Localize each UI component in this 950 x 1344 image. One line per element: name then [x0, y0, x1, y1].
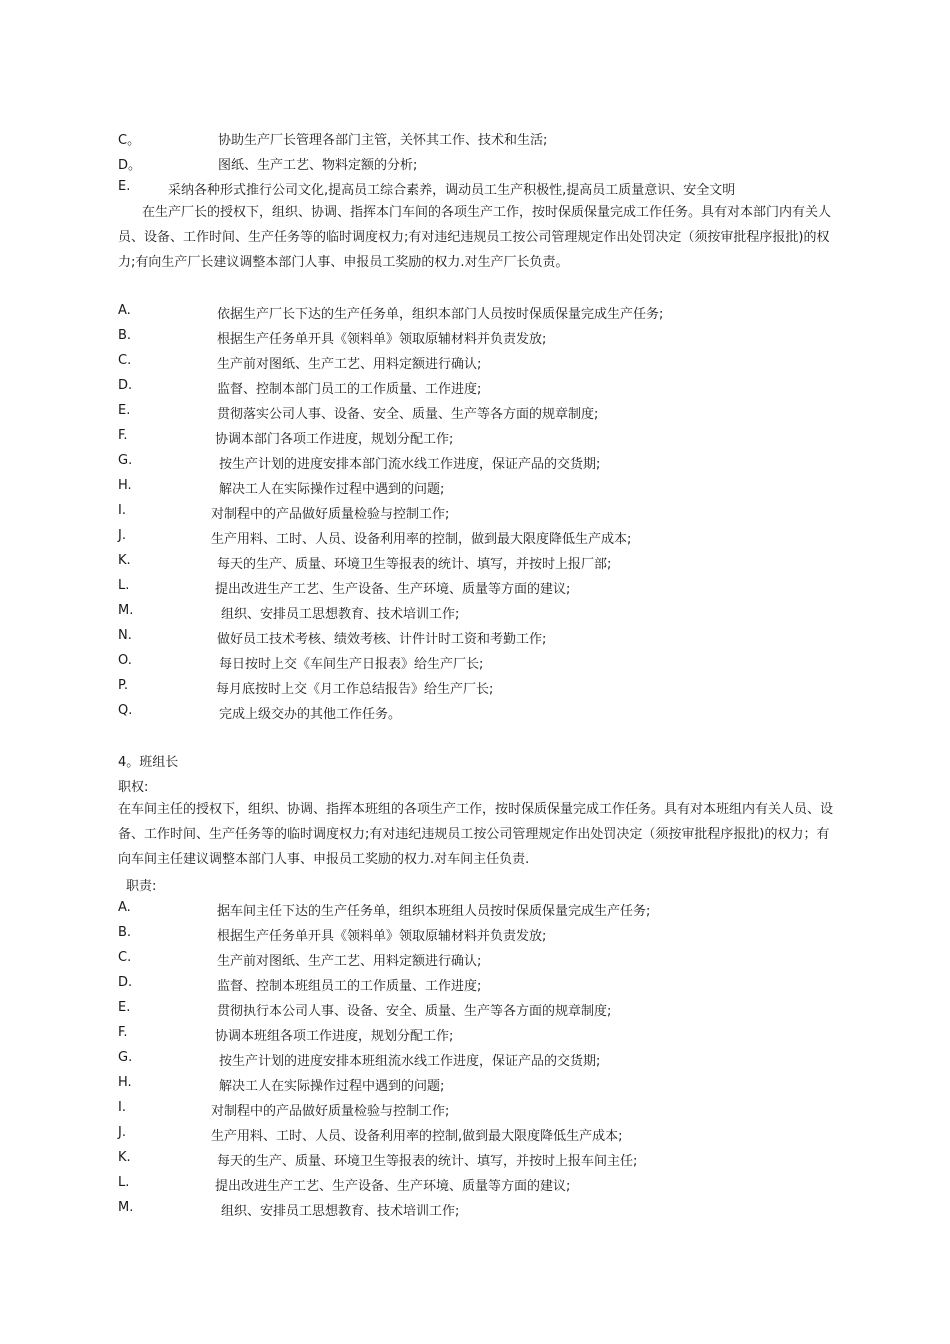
- item-text: 生产前对图纸、生产工艺、用料定额进行确认;: [217, 357, 482, 372]
- item-text: 协调本班组各项工作进度，规划分配工作;: [215, 1029, 454, 1044]
- item-text: 做好员工技术考核、绩效考核、计件计时工资和考勤工作;: [217, 632, 547, 647]
- authority-heading: 职权:: [118, 780, 149, 795]
- item-label: H.: [118, 478, 132, 493]
- item-label: E.: [118, 1000, 131, 1015]
- item-text: 根据生产任务单开具《领料单》领取原辅材料并负责发放;: [217, 332, 547, 347]
- item-label: B.: [118, 328, 132, 343]
- item-label: F.: [118, 428, 128, 443]
- item-label: K.: [118, 1150, 131, 1165]
- item-text: 贯彻落实公司人事、设备、安全、质量、生产等各方面的规章制度;: [217, 407, 599, 422]
- item-text: 贯彻执行本公司人事、设备、安全、质量、生产等各方面的规章制度;: [217, 1004, 612, 1019]
- item-label: A.: [118, 303, 131, 318]
- item-label: C.: [118, 950, 132, 965]
- item-label: K.: [118, 553, 131, 568]
- item-text: 提出改进生产工艺、生产设备、生产环境、质量等方面的建议;: [215, 1179, 571, 1194]
- item-text: 提出改进生产工艺、生产设备、生产环境、质量等方面的建议;: [215, 582, 571, 597]
- item-label: O.: [118, 653, 132, 668]
- item-text: 组织、安排员工思想教育、技术培训工作;: [221, 1204, 460, 1219]
- item-label: M.: [118, 1200, 134, 1215]
- item-text: 解决工人在实际操作过程中遇到的问题;: [219, 1079, 445, 1094]
- item-text: 协助生产厂长管理各部门主管，关怀其工作、技术和生活;: [218, 133, 548, 148]
- item-label: G.: [118, 1050, 133, 1065]
- item-text: 按生产计划的进度安排本部门流水线工作进度，保证产品的交货期;: [219, 457, 601, 472]
- item-label: B.: [118, 925, 132, 940]
- item-label: Q.: [118, 703, 133, 718]
- item-label: J.: [118, 528, 126, 543]
- item-label: A.: [118, 900, 131, 915]
- duties-heading: 职责:: [126, 879, 157, 894]
- item-label: F.: [118, 1025, 128, 1040]
- item-text: 采纳各种形式推行公司文化,提高员工综合素养，调动员工生产积极性,提高员工质量意识、安全文明: [168, 183, 736, 198]
- item-text: 按生产计划的进度安排本班组流水线工作进度，保证产品的交货期;: [219, 1054, 601, 1069]
- item-label: I.: [118, 503, 126, 518]
- item-label: D。: [118, 158, 142, 173]
- item-label: L.: [118, 578, 130, 593]
- item-label: E.: [118, 403, 131, 418]
- item-label: L.: [118, 1175, 130, 1190]
- item-text: 每日按时上交《车间生产日报表》给生产厂长;: [219, 657, 484, 672]
- authority-paragraph: 在生产厂长的授权下，组织、协调、指挥本门车间的各项生产工作，按时保质保量完成工作任务。具有对本部门内有关人员、设备、工作时间、生产任务等的临时调度权力;有对违纪违规员工按公司管理规定作出处罚决定（须按审批程序报批)的权力;有向生产厂长建议调整本部门人事、申报员工奖励的权力.对生产厂长负责。: [118, 205, 832, 270]
- item-label: H.: [118, 1075, 132, 1090]
- item-label: G.: [118, 453, 133, 468]
- item-label: P.: [118, 678, 128, 693]
- item-text: 根据生产任务单开具《领料单》领取原辅材料并负责发放;: [217, 929, 547, 944]
- item-text: 生产用料、工时、人员、设备利用率的控制,做到最大限度降低生产成本;: [211, 1129, 623, 1144]
- item-text: 生产用料、工时、人员、设备利用率的控制，做到最大限度降低生产成本;: [211, 532, 632, 547]
- item-text: 依据生产厂长下达的生产任务单，组织本部门人员按时保质保量完成生产任务;: [217, 307, 664, 322]
- item-text: 协调本部门各项工作进度，规划分配工作;: [215, 432, 454, 447]
- item-text: 据车间主任下达的生产任务单，组织本班组人员按时保质保量完成生产任务;: [217, 904, 651, 919]
- item-label: N.: [118, 628, 132, 643]
- item-label: E.: [118, 179, 131, 194]
- item-text: 监督、控制本部门员工的工作质量、工作进度;: [217, 382, 482, 397]
- item-text: 图纸、生产工艺、物料定额的分析;: [218, 158, 418, 173]
- item-text: 每月底按时上交《月工作总结报告》给生产厂长;: [216, 682, 494, 697]
- section-heading: 4。班组长: [118, 755, 179, 770]
- item-text: 完成上级交办的其他工作任务。: [219, 707, 402, 722]
- item-label: D.: [118, 975, 133, 990]
- item-text: 每天的生产、质量、环境卫生等报表的统计、填写，并按时上报车间主任;: [217, 1154, 638, 1169]
- item-text: 对制程中的产品做好质量检验与控制工作;: [211, 507, 450, 522]
- item-text: 对制程中的产品做好质量检验与控制工作;: [211, 1104, 450, 1119]
- authority-paragraph: 在车间主任的授权下，组织、协调、指挥本班组的各项生产工作，按时保质保量完成工作任务。具有对本班组内有关人员、设备、工作时间、生产任务等的临时调度权力;有对违纪违规员工按公司管理规定作出处罚决定（须按审批程序报批)的权力；有向车间主任建议调整本部门人事、申报员工奖励的权力.对车间主任负责.: [118, 802, 834, 867]
- item-label: D.: [118, 378, 133, 393]
- item-text: 监督、控制本班组员工的工作质量、工作进度;: [217, 979, 482, 994]
- item-text: 每天的生产、质量、环境卫生等报表的统计、填写，并按时上报厂部;: [217, 557, 612, 572]
- item-label: J.: [118, 1125, 126, 1140]
- item-label: I.: [118, 1100, 126, 1115]
- item-text: 生产前对图纸、生产工艺、用料定额进行确认;: [217, 954, 482, 969]
- item-text: 解决工人在实际操作过程中遇到的问题;: [219, 482, 445, 497]
- item-label: C。: [118, 133, 141, 148]
- item-label: M.: [118, 603, 134, 618]
- item-text: 组织、安排员工思想教育、技术培训工作;: [221, 607, 460, 622]
- item-label: C.: [118, 353, 132, 368]
